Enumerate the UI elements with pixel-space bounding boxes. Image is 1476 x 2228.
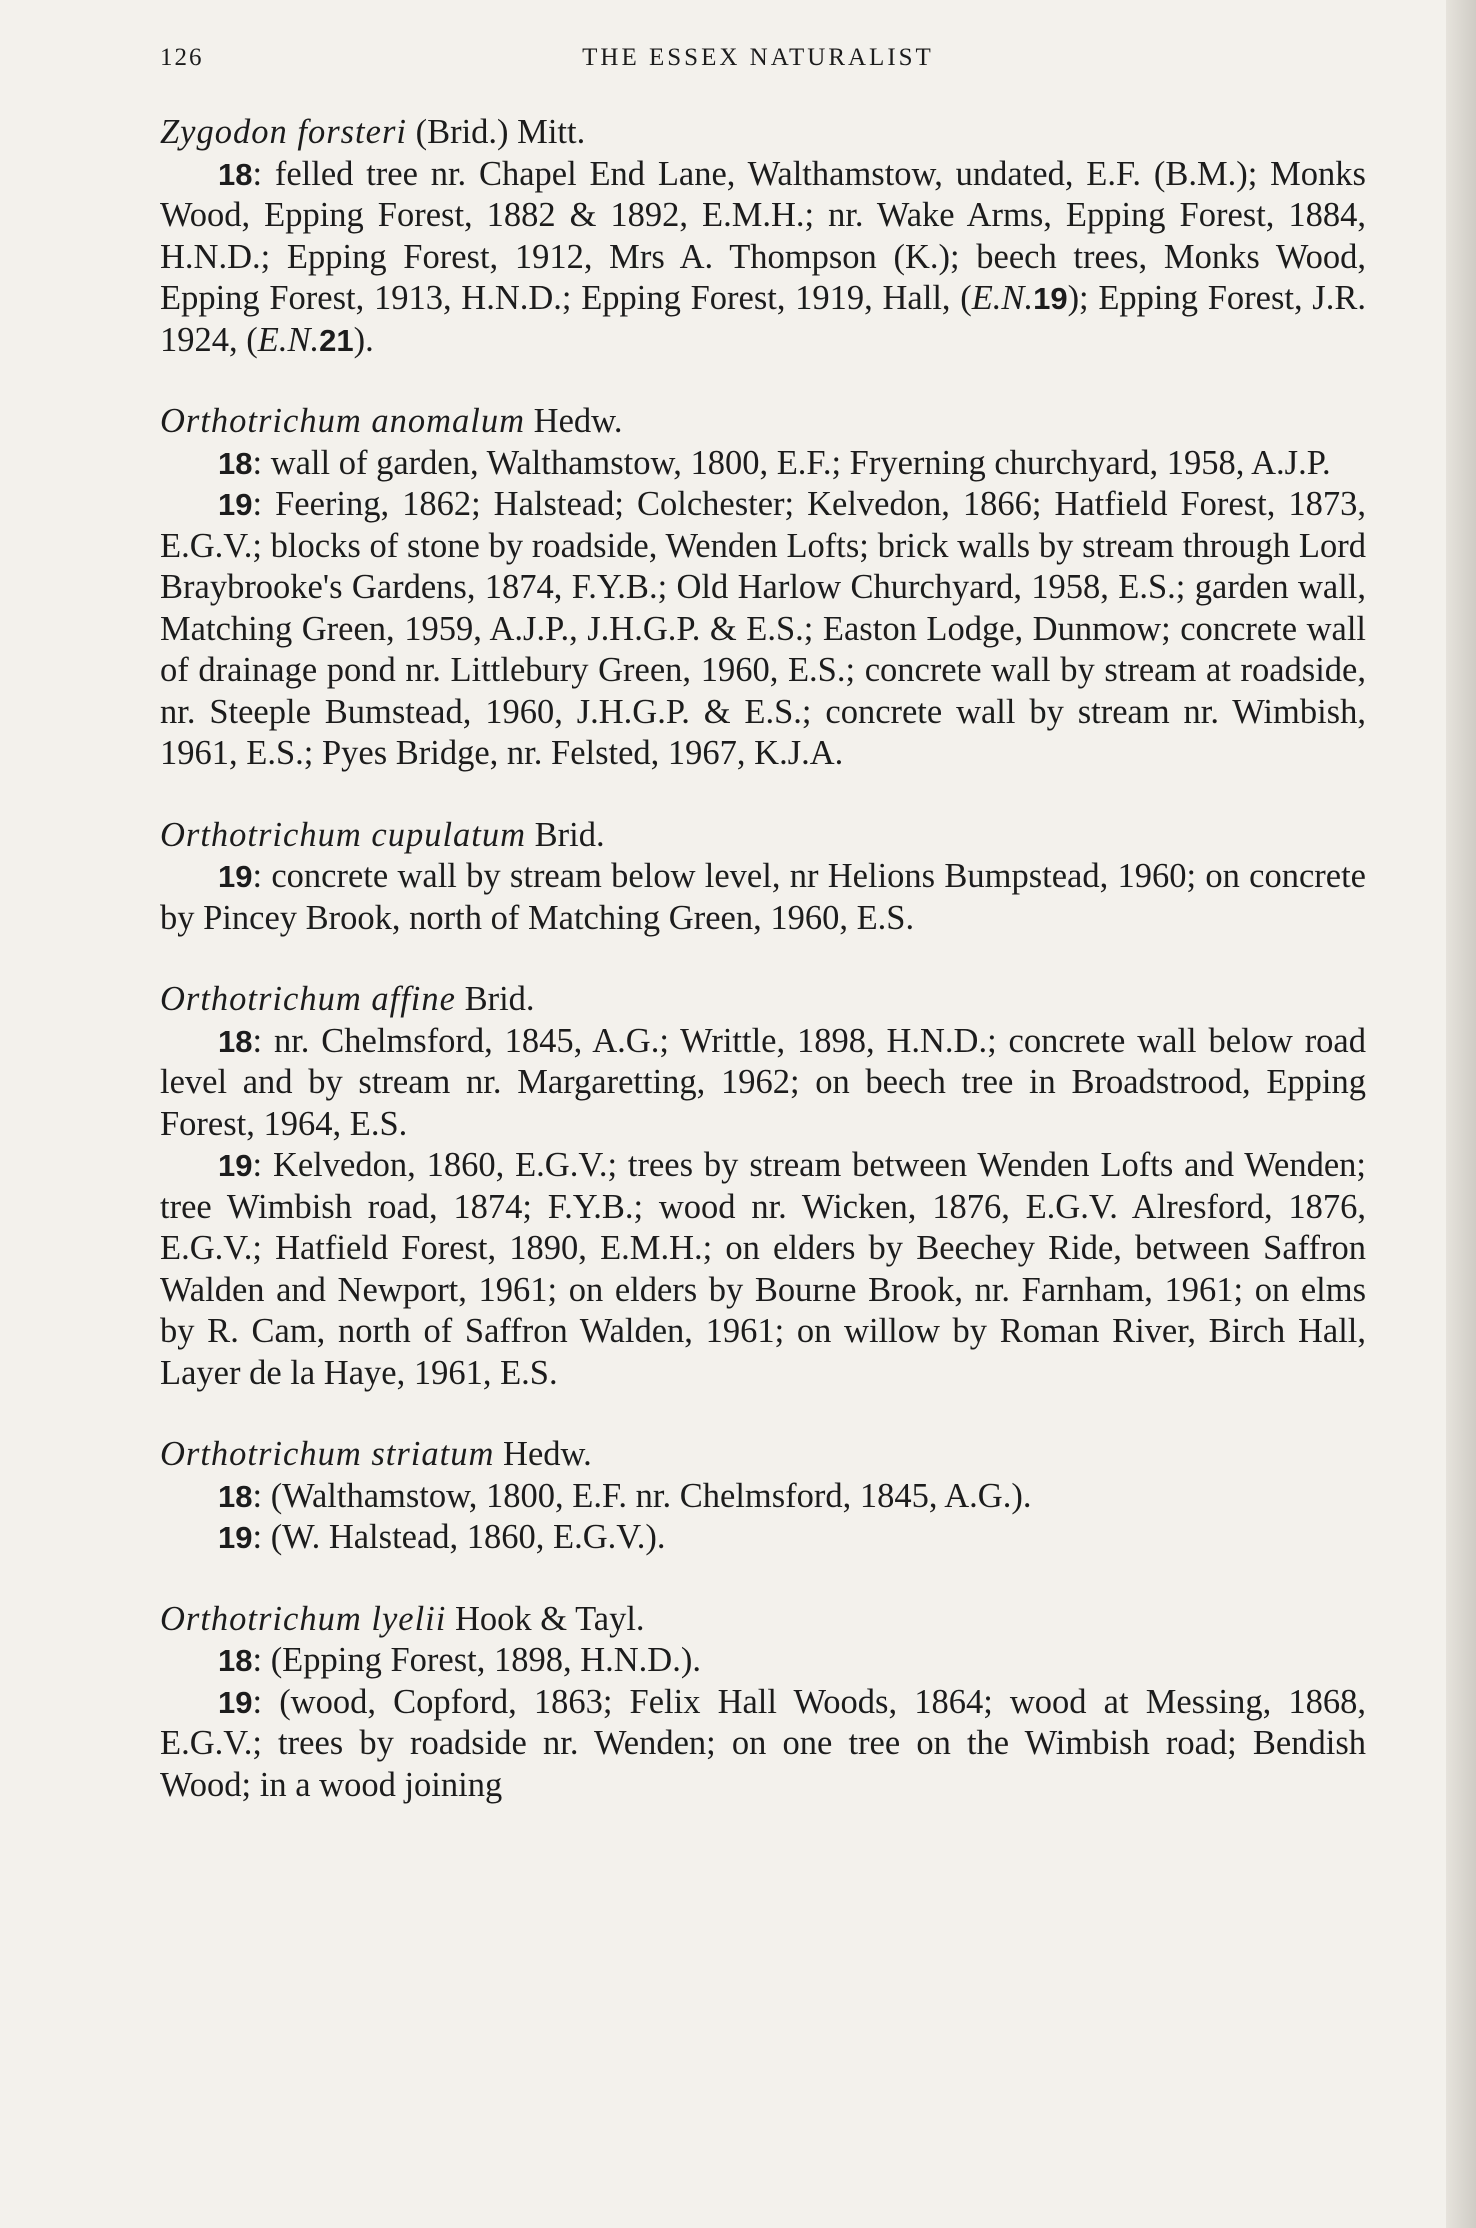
record-paragraph [160,1682,1366,1807]
reference-volume: 21 [319,322,354,358]
reference-journal: E.N. [257,320,320,359]
record-text-end: ). [353,320,374,359]
species-heading [160,401,1366,443]
record-paragraph [160,856,1366,939]
species-entry [160,401,1366,775]
vice-county-number: 18 [218,1023,253,1059]
record-text: : Feering, 1862; Halstead; Colchester; Kelvedon, 1866; Hatfield Forest, 1873, E.G.V.; blocks of stone by roadside, Wenden Lofts; brick walls by stream through Lord Braybrooke's Gardens, 1874, F.Y.B.; Old Harlow Churchyard, 1958, E.S.; garden wall, Matching Green, 1959, A.J.P., J.H.G.P. & E.S.; Easton Lodge, Dunmow; concrete wall of drainage pond nr. Littlebury Green, 1960, E.S.; concrete wall by stream at roadside, nr. Steeple Bumstead, 1960, J.H.G.P. & E.S.; concrete wall by stream nr. Wimbish, 1961, E.S.; Pyes Bridge, nr. Felsted, 1967, K.J.A. [160,485,1366,772]
species-name: Orthotrichum cupulatum [160,815,527,854]
species-heading [160,112,1366,154]
record-text: : wall of garden, Walthamstow, 1800, E.F.; Fryerning churchyard, 1958, A.J.P. [252,443,1331,482]
reference-journal: E.N. [971,279,1034,317]
species-authority: Brid. [464,980,535,1018]
species-heading [160,1434,1366,1476]
vice-county-number: 18 [218,1643,253,1678]
species-authority: Brid. [534,815,605,854]
record-text: : concrete wall by stream below level, nr Helions Bumpstead, 1960; on concrete by Pincey Brook, north of Matching Green, 1960, E.S. [160,857,1366,937]
species-entry [160,1434,1366,1559]
running-title: THE ESSEX NATURALIST [582,44,934,71]
vice-county-number: 19 [218,1148,253,1183]
species-name: Orthotrichum affine [160,980,456,1018]
record-text: : (W. Halstead, 1860, E.G.V.). [252,1518,666,1556]
species-entry [160,815,1366,940]
vice-county-number: 19 [218,859,253,894]
record-text: : (Epping Forest, 1898, H.N.D.). [252,1641,701,1679]
record-text: : felled tree nr. Chapel End Lane, Walthamstow, undated, E.F. (B.M.); Monks Wood, Epping Forest, 1882 & 1892, E.M.H.; nr. Wake Arms, Epping Forest, 1884, H.N.D.; Epping Forest, 1912, Mrs A. Thompson (K.); beech trees, Monks Wood, Epping Forest, 1913, H.N.D.; Epping Forest, 1919, Hall, ( [160,154,1366,317]
species-heading [160,1599,1366,1641]
record-text: : (wood, Copford, 1863; Felix Hall Woods, 1864; wood at Messing, 1868, E.G.V.; trees by roadside nr. Wenden; on one tree on the Wimbish road; Bendish Wood; in a wood joining [160,1682,1366,1804]
species-name: Zygodon forsteri [160,113,407,151]
species-heading [160,815,1366,857]
vice-county-number: 19 [218,1684,253,1720]
page-number: 126 [160,44,204,71]
record-paragraph [160,1476,1366,1518]
species-entry [160,1599,1366,1807]
record-text: : nr. Chelmsford, 1845, A.G.; Writtle, 1898, H.N.D.; concrete wall below road level and by stream nr. Margaretting, 1962; on beech tree in Broadstrood, Epping Forest, 1964, E.S. [160,1021,1366,1143]
record-paragraph [160,154,1366,362]
record-paragraph [160,1640,1366,1682]
record-text: : Kelvedon, 1860, E.G.V.; trees by stream between Wenden Lofts and Wenden; tree Wimbish road, 1874; F.Y.B.; wood nr. Wicken, 1876, E.G.V. Alresford, 1876, E.G.V.; Hatfield Forest, 1890, E.M.H.; on elders by Beechey Ride, between Saffron Walden and Newport, 1961; on elders by Bourne Brook, nr. Farnham, 1961; on elms by R. Cam, north of Saffron Walden, 1961; on willow by Roman River, Birch Hall, Layer de la Haye, 1961, E.S. [160,1146,1366,1392]
record-paragraph [160,1517,1366,1559]
species-heading [160,979,1366,1021]
running-header [160,44,1356,84]
record-paragraph [160,484,1366,775]
species-name: Orthotrichum anomalum [160,402,526,440]
document-body [160,112,1366,1846]
species-entry [160,112,1366,361]
species-name: Orthotrichum striatum [160,1435,495,1473]
vice-county-number: 18 [218,1478,253,1514]
species-name: Orthotrichum lyelii [160,1599,447,1638]
record-paragraph [160,443,1366,485]
species-authority: (Brid.) Mitt. [415,113,586,151]
record-paragraph [160,1021,1366,1146]
record-text: : (Walthamstow, 1800, E.F. nr. Chelmsford, 1845, A.G.). [252,1476,1032,1515]
species-entry [160,979,1366,1394]
reference-volume: 19 [1033,281,1068,316]
species-authority: Hook & Tayl. [454,1599,645,1638]
vice-county-number: 19 [218,487,253,522]
vice-county-number: 19 [218,1520,253,1555]
vice-county-number: 18 [218,156,253,192]
species-authority: Hedw. [503,1435,592,1473]
record-paragraph [160,1145,1366,1394]
record-text-continued: ); Epping Forest, J.R. 1924, ( [160,279,1366,359]
vice-county-number: 18 [218,445,253,481]
species-authority: Hedw. [533,402,623,440]
page-edge-shadow [1446,0,1476,2228]
